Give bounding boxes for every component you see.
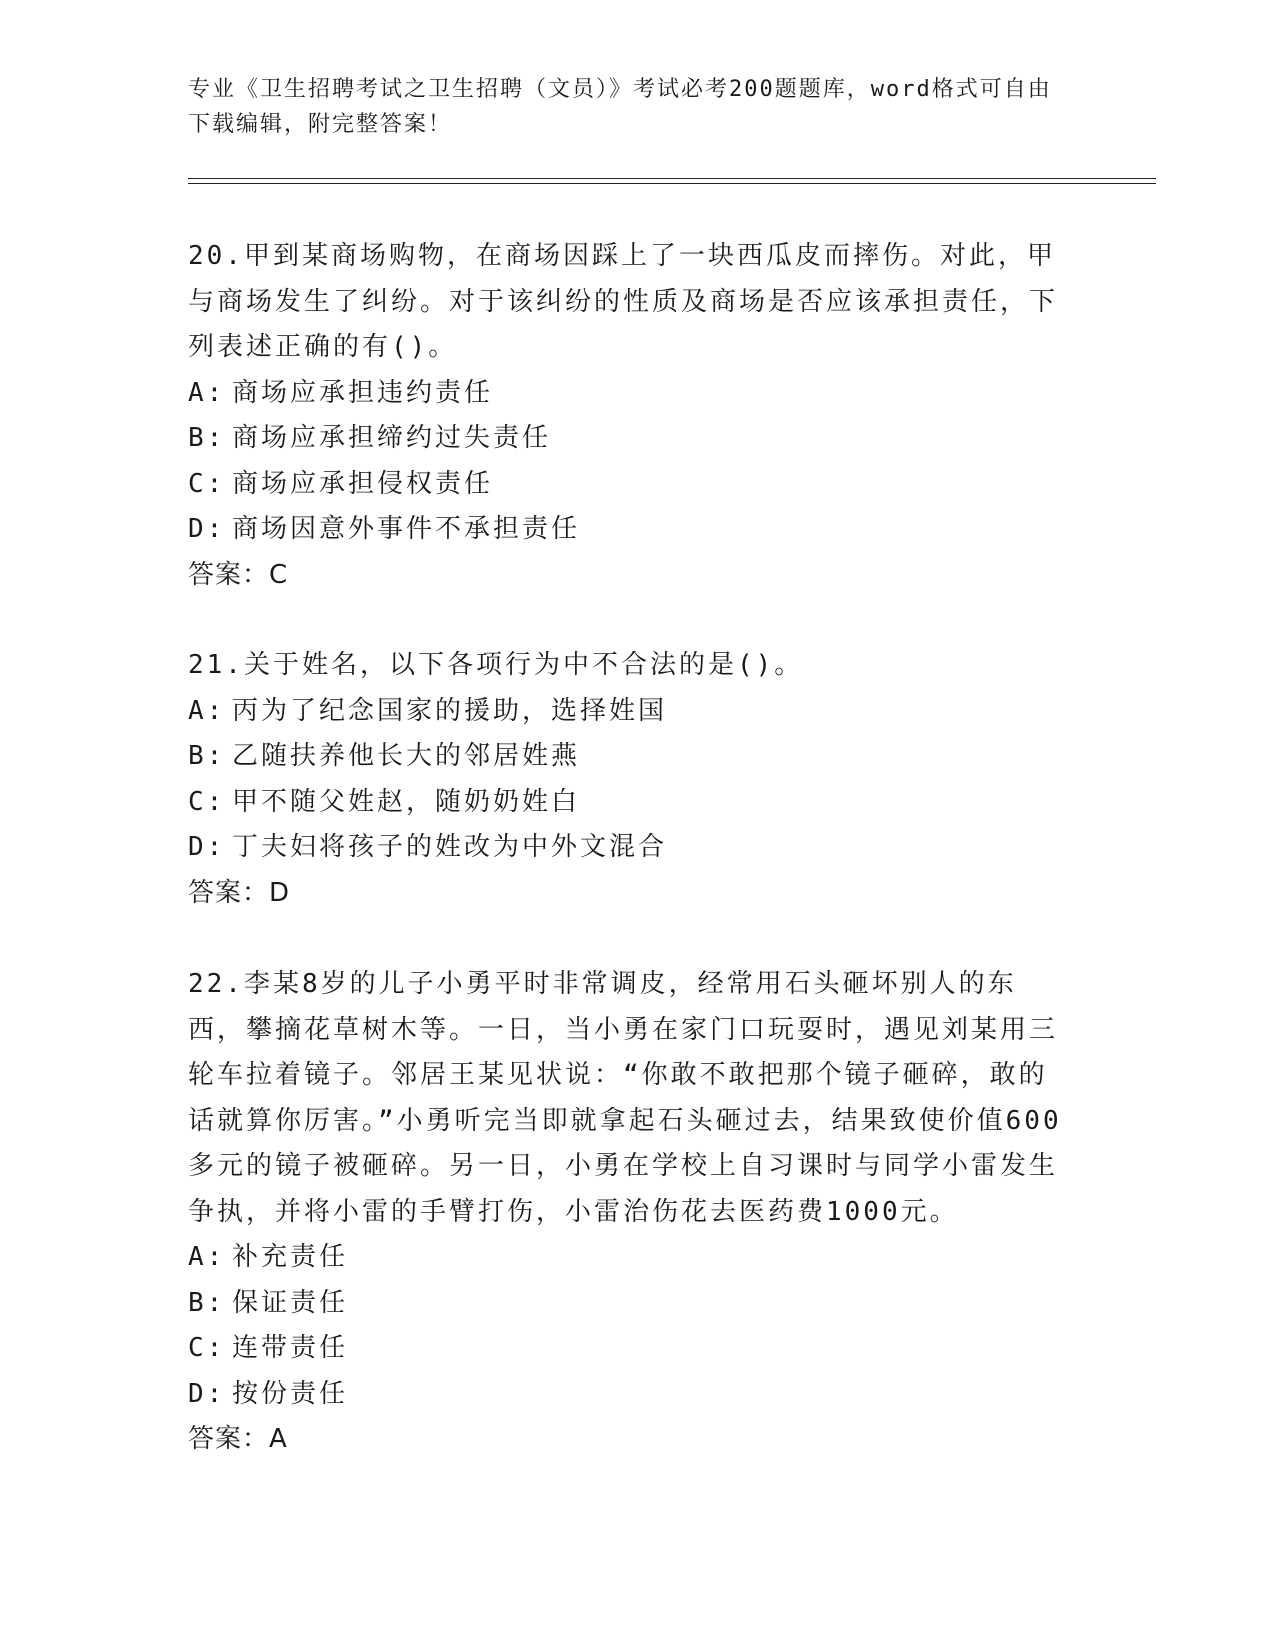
answer-line: 答案：A xyxy=(188,1424,288,1454)
option-letter: B: xyxy=(188,1287,226,1318)
option-letter: B: xyxy=(188,423,226,453)
question-22 xyxy=(188,962,1068,1463)
option-d xyxy=(188,507,1068,553)
question-stem: 22.李某8岁的儿子小勇平时非常调皮，经常用石头砸坏别人的东西，攀摘花草树木等。一日，当小勇在家门口玩耍时，遇见刘某用三轮车拉着镜子。邻居王某见状说：“你敢不敢把那个镜子砸碎，敢的话就算你厉害。”小勇听完当即就拿起石头砸过去，结果致使价值600多元的镜子被砸碎。另一日，小勇在学校上自习课时与同学小雷发生争执，并将小雷的手臂打伤，小雷治伤花去医药费1000元。 xyxy=(188,969,1062,1227)
option-letter: A: xyxy=(188,1242,226,1272)
option-d xyxy=(188,825,1068,871)
option-c xyxy=(188,1326,1068,1372)
header-divider-top xyxy=(188,178,1156,179)
option-letter: D: xyxy=(188,832,226,862)
option-text: 保证责任 xyxy=(232,1287,349,1318)
option-b xyxy=(188,416,1068,462)
option-c xyxy=(188,780,1068,826)
option-letter: B: xyxy=(188,741,226,771)
question-stem: 20.甲到某商场购物，在商场因踩上了一块西瓜皮而摔伤。对此，甲与商场发生了纠纷。对于该纠纷的性质及商场是否应该承担责任，下列表述正确的有()。 xyxy=(188,241,1059,362)
option-letter: A: xyxy=(188,695,226,726)
option-text: 商场应承担缔约过失责任 xyxy=(232,423,552,453)
option-letter: C: xyxy=(188,786,226,817)
option-letter: A: xyxy=(188,377,226,408)
document-header: 专业《卫生招聘考试之卫生招聘（文员）》考试必考200题题库，word格式可自由下载编辑，附完整答案！ xyxy=(188,77,1052,137)
option-letter: D: xyxy=(188,514,226,544)
option-a xyxy=(188,1235,1068,1281)
option-text: 乙随扶养他长大的邻居姓燕 xyxy=(232,741,581,771)
option-text: 丙为了纪念国家的援助，选择姓国 xyxy=(232,695,668,726)
option-b xyxy=(188,1281,1068,1327)
option-text: 商场应承担侵权责任 xyxy=(232,468,494,499)
option-text: 丁夫妇将孩子的姓改为中外文混合 xyxy=(232,832,668,862)
option-letter: D: xyxy=(188,1378,226,1409)
option-letter: C: xyxy=(188,1333,226,1363)
answer-line: 答案：D xyxy=(188,877,291,908)
question-21 xyxy=(188,643,1068,916)
question-20 xyxy=(188,234,1068,598)
option-c xyxy=(188,462,1068,508)
option-a xyxy=(188,371,1068,417)
option-text: 商场因意外事件不承担责任 xyxy=(232,514,581,544)
question-stem: 21.关于姓名，以下各项行为中不合法的是()。 xyxy=(188,650,804,680)
option-d xyxy=(188,1372,1068,1418)
option-b xyxy=(188,734,1068,780)
option-text: 商场应承担违约责任 xyxy=(232,377,494,408)
option-a xyxy=(188,689,1068,735)
option-text: 甲不随父姓赵，随奶奶姓白 xyxy=(232,786,581,817)
option-text: 按份责任 xyxy=(232,1378,349,1409)
option-text: 补充责任 xyxy=(232,1242,349,1272)
option-text: 连带责任 xyxy=(232,1333,349,1363)
answer-line: 答案：C xyxy=(188,559,289,590)
header-divider-bottom xyxy=(188,183,1156,184)
option-letter: C: xyxy=(188,468,226,499)
